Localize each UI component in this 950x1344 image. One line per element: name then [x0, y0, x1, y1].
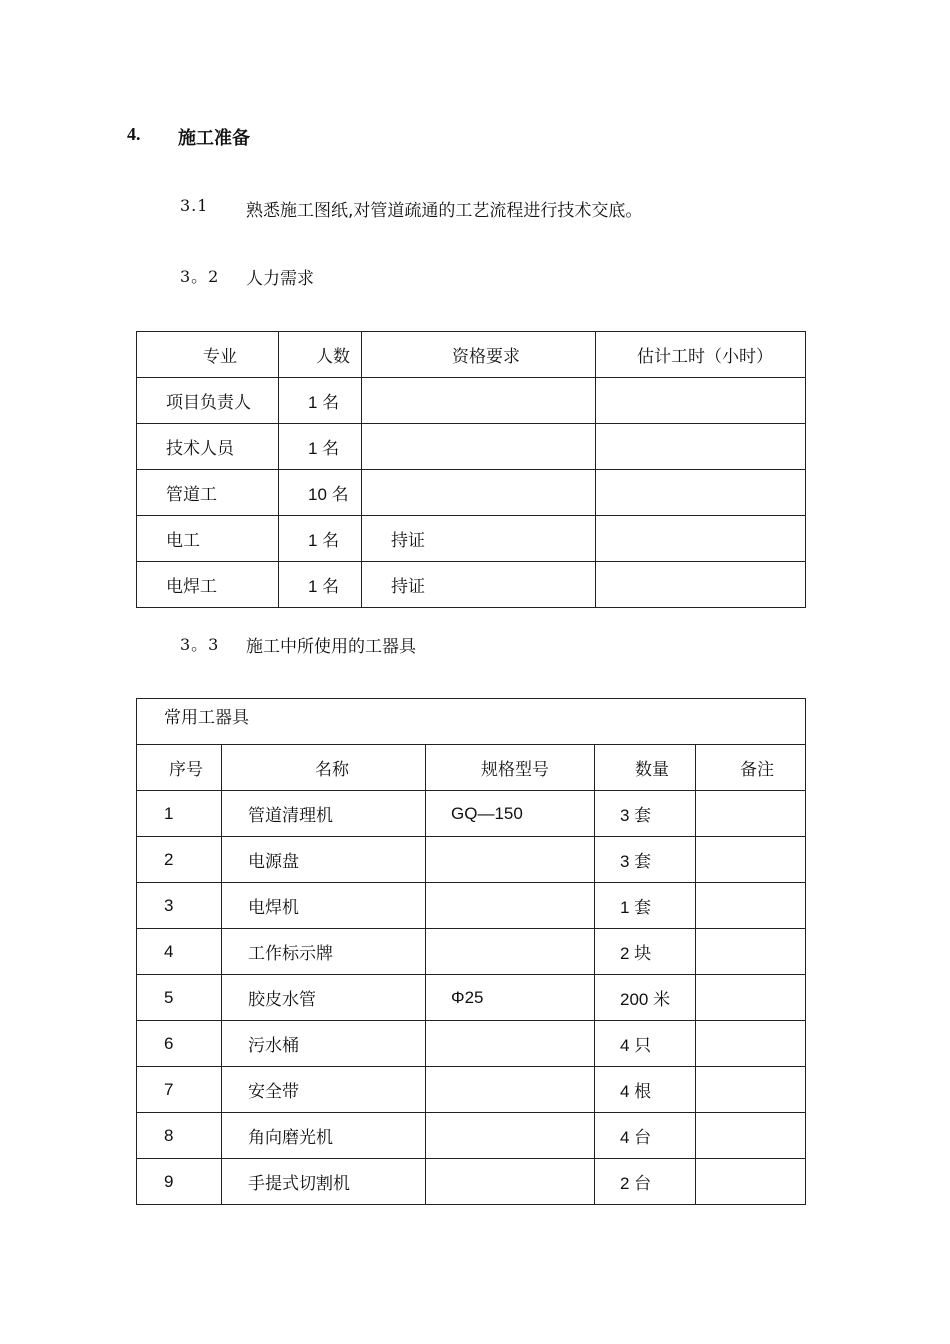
table-cell: 管道工: [137, 470, 279, 516]
table-row: [137, 791, 806, 837]
table-cell: 4 根: [595, 1067, 696, 1113]
paragraph-text: 熟悉施工图纸,对管道疏通的工艺流程进行技术交底。: [246, 201, 643, 221]
table-cell: [426, 1159, 595, 1205]
table-header-row: [137, 745, 806, 791]
table-cell: 胶皮水管: [222, 975, 426, 1021]
table-row: [137, 1159, 806, 1205]
table-cell: 手提式切割机: [222, 1159, 426, 1205]
table-cell: [596, 562, 806, 608]
table-cell: 电焊机: [222, 883, 426, 929]
table-cell: 持证: [362, 562, 596, 608]
table-row: [137, 562, 806, 608]
header-cell: 序号: [137, 745, 222, 791]
table-cell: 安全带: [222, 1067, 426, 1113]
table-row: [137, 1113, 806, 1159]
table-cell: [596, 424, 806, 470]
paragraph-number: 3。2: [180, 267, 220, 286]
table-cell: Φ25: [426, 975, 595, 1021]
table-cell: [696, 929, 806, 975]
paragraph-text: 施工中所使用的工器具: [246, 637, 416, 657]
table-cell: 3 套: [595, 791, 696, 837]
table-cell: [362, 424, 596, 470]
table-cell: [696, 883, 806, 929]
table-cell: 技术人员: [137, 424, 279, 470]
table-cell: [596, 470, 806, 516]
table-caption: 常用工器具: [137, 699, 806, 745]
table-cell: [362, 470, 596, 516]
table-row: [137, 929, 806, 975]
section-title: 施工准备: [178, 128, 250, 149]
header-cell: 数量: [595, 745, 696, 791]
header-cell: 备注: [696, 745, 806, 791]
manpower-table: [136, 331, 806, 608]
header-cell: 名称: [222, 745, 426, 791]
table-cell: 1 名: [279, 378, 362, 424]
table-cell: 角向磨光机: [222, 1113, 426, 1159]
header-cell: 规格型号: [426, 745, 595, 791]
table-cell: 4: [137, 929, 222, 975]
table-cell: 工作标示牌: [222, 929, 426, 975]
section-heading: [127, 124, 250, 149]
tools-table: [136, 698, 806, 1205]
table-row: [137, 883, 806, 929]
table-row: [137, 424, 806, 470]
table-cell: 8: [137, 1113, 222, 1159]
paragraph-3-1: [180, 196, 643, 221]
table-cell: [696, 1159, 806, 1205]
paragraph-number: 3.1: [180, 196, 209, 215]
header-cell: 人数: [279, 332, 362, 378]
table-cell: 管道清理机: [222, 791, 426, 837]
paragraph-text: 人力需求: [246, 269, 314, 289]
table-cell: [596, 378, 806, 424]
table-cell: 5: [137, 975, 222, 1021]
table-cell: 200 米: [595, 975, 696, 1021]
table-row: [137, 1067, 806, 1113]
table-cell: 2 台: [595, 1159, 696, 1205]
table-row: [137, 837, 806, 883]
table-cell: 3 套: [595, 837, 696, 883]
table-cell: [426, 1021, 595, 1067]
table-cell: [696, 791, 806, 837]
table-cell: 污水桶: [222, 1021, 426, 1067]
table-cell: 1: [137, 791, 222, 837]
table-cell: [426, 1113, 595, 1159]
table-cell: 2: [137, 837, 222, 883]
header-cell: 估计工时（小时）: [596, 332, 806, 378]
table-cell: 1 名: [279, 516, 362, 562]
table-header-row: [137, 332, 806, 378]
table-cell: 6: [137, 1021, 222, 1067]
table-cell: 1 套: [595, 883, 696, 929]
table-cell: 10 名: [279, 470, 362, 516]
table-row: [137, 378, 806, 424]
table-cell: 3: [137, 883, 222, 929]
table-row: [137, 1021, 806, 1067]
table-cell: [426, 1067, 595, 1113]
table-cell: 项目负责人: [137, 378, 279, 424]
table-cell: 2 块: [595, 929, 696, 975]
table-cell: [426, 929, 595, 975]
table-row: [137, 516, 806, 562]
table-cell: 1 名: [279, 424, 362, 470]
section-number: 4.: [127, 124, 141, 144]
header-cell: 专业: [137, 332, 279, 378]
table-cell: 4 只: [595, 1021, 696, 1067]
table-cell: 持证: [362, 516, 596, 562]
table-cell: 1 名: [279, 562, 362, 608]
table-cell: [696, 1067, 806, 1113]
table-cell: [696, 975, 806, 1021]
table-cell: [426, 837, 595, 883]
header-cell: 资格要求: [362, 332, 596, 378]
table-cell: 4 台: [595, 1113, 696, 1159]
table-caption-row: [137, 699, 806, 745]
table-row: [137, 470, 806, 516]
table-cell: [696, 1021, 806, 1067]
table-cell: 电工: [137, 516, 279, 562]
table-cell: 电焊工: [137, 562, 279, 608]
table-cell: [362, 378, 596, 424]
paragraph-3-2: [180, 264, 314, 289]
paragraph-number: 3。3: [180, 635, 220, 654]
table-cell: GQ—150: [426, 791, 595, 837]
table-cell: 9: [137, 1159, 222, 1205]
table-cell: 7: [137, 1067, 222, 1113]
table-cell: [596, 516, 806, 562]
table-cell: [696, 1113, 806, 1159]
paragraph-3-3: [180, 632, 416, 657]
table-cell: [426, 883, 595, 929]
table-cell: 电源盘: [222, 837, 426, 883]
table-cell: [696, 837, 806, 883]
table-row: [137, 975, 806, 1021]
